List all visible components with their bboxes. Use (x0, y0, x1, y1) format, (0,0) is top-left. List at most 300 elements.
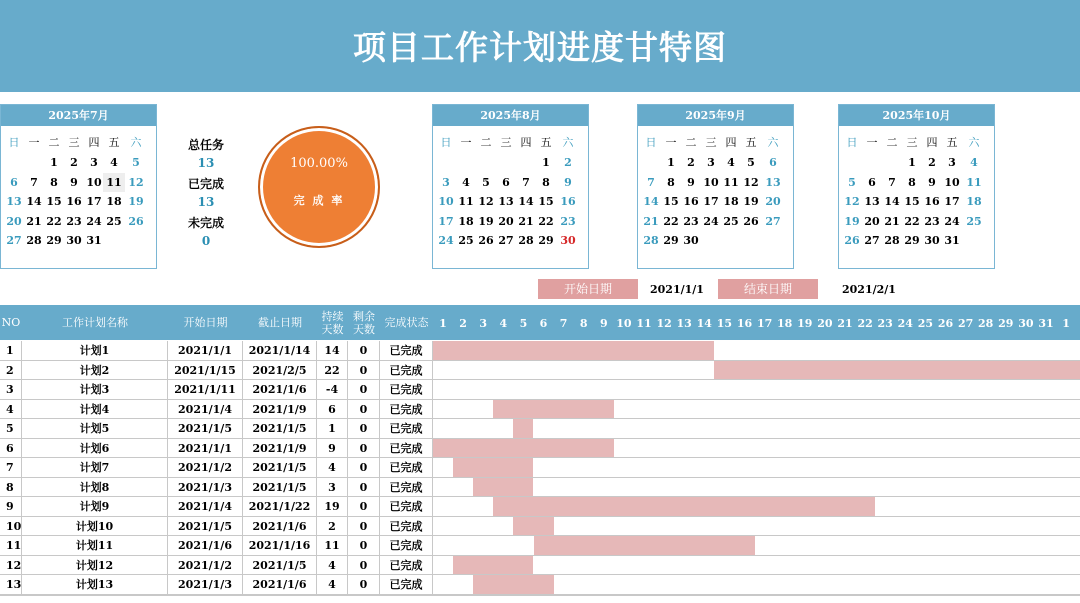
calendar-day[interactable]: 26 (743, 214, 759, 228)
calendar-day[interactable]: 30 (683, 234, 699, 247)
calendar-day[interactable]: 12 (743, 175, 759, 189)
calendar-day[interactable]: 28 (518, 234, 534, 247)
completed-label: 已完成 (187, 177, 224, 191)
calendar-day[interactable]: 16 (924, 195, 940, 208)
calendar-day[interactable]: 29 (538, 234, 554, 247)
calendar-day[interactable]: 15 (46, 195, 62, 208)
cell-start-date[interactable]: 2021/1/5 (168, 419, 243, 439)
cell-plan-name[interactable]: 计划7 (22, 458, 168, 478)
cell-start-date[interactable]: 2021/1/3 (168, 575, 243, 595)
gantt-bar (433, 341, 714, 360)
total-tasks-value: 13 (197, 156, 215, 170)
cell-status[interactable]: 已完成 (380, 517, 433, 537)
calendar-day[interactable]: 9 (564, 175, 572, 189)
calendar-day[interactable]: 31 (944, 234, 960, 247)
gantt-bar (473, 575, 553, 594)
calendar-day[interactable]: 21 (518, 214, 534, 228)
cell-no[interactable]: 11 (0, 536, 22, 556)
cell-no[interactable]: 10 (0, 517, 22, 537)
weekday-header: 六 (968, 136, 980, 149)
calendar-day[interactable]: 24 (86, 214, 102, 228)
cell-remaining[interactable]: 0 (348, 517, 380, 537)
cell-end-date[interactable]: 2021/1/9 (243, 439, 317, 459)
calendar-day[interactable]: 19 (128, 195, 144, 208)
day-column-header: 21 (837, 317, 853, 330)
calendar-day[interactable]: 25 (458, 234, 474, 247)
cell-remaining[interactable]: 0 (348, 361, 380, 381)
calendar-day[interactable]: 23 (683, 214, 699, 228)
calendar-day[interactable]: 10 (944, 175, 960, 189)
day-column-header: 18 (777, 317, 793, 330)
calendar-day[interactable]: 17 (86, 195, 102, 208)
calendar-day[interactable]: 16 (683, 195, 699, 208)
calendar-day[interactable]: 10 (86, 175, 102, 189)
weekday-header: 三 (68, 136, 80, 149)
cell-duration[interactable]: 11 (317, 536, 348, 556)
weekday-header: 四 (88, 136, 100, 149)
cell-no[interactable]: 6 (0, 439, 22, 459)
calendar-day[interactable]: 28 (884, 234, 900, 247)
weekday-header: 一 (28, 136, 40, 149)
cell-plan-name[interactable]: 计划12 (22, 556, 168, 576)
calendar-day[interactable]: 6 (769, 156, 777, 169)
gantt-bar (534, 536, 755, 555)
total-tasks-label: 总任务 (187, 138, 224, 152)
cell-start-date[interactable]: 2021/1/6 (168, 536, 243, 556)
day-column-header: 24 (897, 317, 913, 330)
uncompleted-label: 未完成 (187, 216, 224, 230)
calendar-day[interactable]: 29 (46, 234, 62, 247)
day-column-header: 14 (696, 317, 712, 330)
calendar-day[interactable]: 15 (538, 195, 554, 208)
weekday-header: 四 (725, 136, 737, 149)
calendar-day[interactable]: 10 (438, 195, 454, 208)
gantt-bar (453, 458, 533, 477)
calendar-day[interactable]: 18 (723, 195, 739, 208)
calendar-day[interactable]: 8 (542, 175, 550, 189)
cell-end-date[interactable]: 2021/1/22 (243, 497, 317, 517)
day-column-header: 28 (978, 317, 994, 330)
calendar-day[interactable]: 15 (904, 195, 920, 208)
calendar-day[interactable]: 11 (723, 175, 739, 189)
cell-duration[interactable]: 4 (317, 458, 348, 478)
weekday-header: 五 (108, 136, 120, 149)
weekday-header: 日 (8, 136, 20, 149)
calendar-day[interactable]: 11 (966, 175, 982, 189)
calendar-day[interactable]: 21 (26, 214, 42, 228)
calendar-day[interactable]: 26 (128, 214, 144, 228)
weekday-header: 六 (562, 136, 574, 149)
calendar-day[interactable]: 28 (643, 234, 659, 247)
calendar-day[interactable]: 12 (128, 175, 144, 189)
calendar-day[interactable]: 19 (743, 195, 759, 208)
day-column-header: 31 (1038, 317, 1054, 330)
calendar-day[interactable]: 17 (438, 214, 454, 228)
cell-status[interactable]: 已完成 (380, 400, 433, 420)
completion-rate-label: 完 成 率 (293, 194, 345, 207)
cell-start-date[interactable]: 2021/1/4 (168, 497, 243, 517)
gantt-bar (513, 517, 553, 536)
calendar-day[interactable]: 7 (522, 175, 530, 189)
cell-duration[interactable]: 19 (317, 497, 348, 517)
cell-remaining[interactable]: 0 (348, 400, 380, 420)
calendar-month (838, 104, 995, 269)
calendar-day[interactable]: 26 (478, 234, 494, 247)
cell-no[interactable]: 2 (0, 361, 22, 381)
cell-end-date[interactable]: 2021/1/5 (243, 458, 317, 478)
calendar-day[interactable]: 5 (848, 175, 856, 189)
day-column-header: 6 (539, 317, 548, 330)
completion-rate-circle (258, 126, 380, 248)
header-duration: 持续天数 (321, 309, 344, 336)
calendar-day[interactable]: 22 (46, 214, 62, 228)
weekday-header: 三 (500, 136, 512, 149)
calendar-day[interactable]: 25 (966, 214, 982, 228)
cell-status[interactable]: 已完成 (380, 380, 433, 400)
day-column-header: 7 (559, 317, 568, 330)
cell-duration[interactable]: 2 (317, 517, 348, 537)
calendar-day[interactable]: 28 (26, 234, 42, 247)
cell-remaining[interactable]: 0 (348, 419, 380, 439)
cell-start-date[interactable]: 2021/1/1 (168, 439, 243, 459)
calendar-day[interactable]: 23 (66, 214, 82, 228)
calendar-day[interactable]: 12 (844, 195, 860, 208)
weekday-header: 六 (130, 136, 142, 149)
day-column-header: 2 (459, 317, 467, 330)
weekday-header: 日 (645, 136, 657, 149)
calendar-day[interactable]: 3 (707, 156, 715, 169)
end-date-value[interactable]: 2021/2/1 (842, 283, 896, 296)
calendar-title: 2025年9月 (638, 105, 793, 126)
calendar-day[interactable]: 19 (478, 214, 494, 228)
weekday-header: 六 (767, 136, 779, 149)
cell-duration[interactable]: 1 (317, 419, 348, 439)
day-column-header: 12 (656, 317, 672, 330)
weekday-header: 日 (440, 136, 452, 149)
calendar-day[interactable]: 23 (924, 214, 940, 228)
weekday-header: 一 (866, 136, 878, 149)
cell-plan-name[interactable]: 计划11 (22, 536, 168, 556)
header-status: 完成状态 (384, 316, 429, 329)
cell-start-date[interactable]: 2021/1/4 (168, 400, 243, 420)
cell-start-date[interactable]: 2021/1/11 (168, 380, 243, 400)
cell-no[interactable]: 3 (0, 380, 22, 400)
cell-no[interactable]: 1 (0, 341, 22, 361)
calendar-day[interactable]: 27 (864, 234, 880, 247)
calendar-day[interactable]: 14 (518, 195, 534, 208)
calendar-day[interactable]: 27 (498, 234, 514, 247)
gantt-bar (714, 361, 1080, 380)
day-column-header: 25 (917, 317, 934, 330)
calendar-day[interactable]: 15 (663, 195, 679, 208)
calendar-day[interactable]: 27 (765, 214, 781, 228)
cell-no[interactable]: 4 (0, 400, 22, 420)
cell-status[interactable]: 已完成 (380, 341, 433, 361)
calendar-day[interactable]: 22 (538, 214, 554, 228)
cell-start-date[interactable]: 2021/1/3 (168, 478, 243, 498)
cell-end-date[interactable]: 2021/1/5 (243, 556, 317, 576)
calendar-day[interactable]: 4 (462, 175, 470, 189)
calendar-day[interactable]: 5 (482, 175, 490, 189)
calendar-day[interactable]: 14 (26, 195, 42, 208)
calendar-day[interactable]: 30 (924, 234, 940, 247)
calendar-day[interactable]: 3 (90, 156, 98, 169)
cell-start-date[interactable]: 2021/1/1 (168, 341, 243, 361)
day-column-header: 19 (797, 317, 813, 330)
gantt-bar (513, 419, 533, 438)
cell-plan-name[interactable]: 计划1 (22, 341, 168, 361)
calendar-day[interactable]: 7 (647, 175, 655, 189)
weekday-header: 四 (520, 136, 532, 149)
cell-remaining[interactable]: 0 (348, 380, 380, 400)
cell-duration[interactable]: 4 (317, 556, 348, 576)
calendar-day[interactable]: 21 (884, 214, 900, 228)
calendar-day[interactable]: 20 (498, 214, 514, 228)
day-column-header: 3 (479, 317, 488, 330)
cell-end-date[interactable]: 2021/1/14 (243, 341, 317, 361)
calendar-day[interactable]: 23 (560, 214, 576, 228)
cell-plan-name[interactable]: 计划4 (22, 400, 168, 420)
calendar-day[interactable]: 1 (50, 156, 58, 169)
calendar-day[interactable]: 30 (66, 234, 82, 247)
cell-remaining[interactable]: 0 (348, 497, 380, 517)
cell-plan-name[interactable]: 计划3 (22, 380, 168, 400)
cell-status[interactable]: 已完成 (380, 458, 433, 478)
weekday-header: 日 (846, 136, 858, 149)
calendar-day[interactable]: 4 (110, 156, 118, 169)
cell-duration[interactable]: -4 (317, 380, 348, 400)
day-column-header: 29 (998, 317, 1014, 330)
day-column-header: 1 (1062, 317, 1070, 330)
calendar-day[interactable]: 31 (86, 234, 102, 247)
header-plan-name: 工作计划名称 (62, 316, 128, 329)
calendar-day[interactable]: 11 (458, 195, 474, 208)
gantt-bar (493, 400, 614, 419)
calendar-day[interactable]: 4 (970, 156, 978, 169)
calendar-day[interactable]: 24 (438, 234, 454, 247)
calendar-day[interactable]: 13 (6, 195, 22, 208)
day-column-header: 27 (957, 317, 974, 330)
calendar-day[interactable]: 17 (703, 195, 719, 208)
calendar-month (0, 104, 157, 269)
calendar-day[interactable]: 13 (498, 195, 514, 208)
calendar-day[interactable]: 17 (944, 195, 960, 208)
cell-plan-name[interactable]: 计划9 (22, 497, 168, 517)
calendar-title: 2025年8月 (433, 105, 588, 126)
calendar-day[interactable]: 7 (888, 175, 896, 189)
cell-remaining[interactable]: 0 (348, 536, 380, 556)
cell-end-date[interactable]: 2021/1/9 (243, 400, 317, 420)
day-column-header: 16 (736, 317, 753, 330)
day-column-header: 13 (676, 317, 692, 330)
calendar-day[interactable]: 8 (667, 175, 675, 189)
calendar-day[interactable]: 1 (667, 156, 675, 169)
cell-plan-name[interactable]: 计划8 (22, 478, 168, 498)
weekday-header: 二 (48, 136, 60, 149)
weekday-header: 五 (540, 136, 552, 149)
calendar-day[interactable]: 3 (948, 156, 956, 169)
cell-remaining[interactable]: 0 (348, 341, 380, 361)
weekday-header: 五 (946, 136, 958, 149)
cell-status[interactable]: 已完成 (380, 439, 433, 459)
start-date-value[interactable]: 2021/1/1 (650, 283, 704, 296)
calendar-day[interactable]: 8 (50, 175, 58, 189)
calendar-day[interactable]: 25 (106, 214, 122, 228)
cell-end-date[interactable]: 2021/1/6 (243, 380, 317, 400)
calendar-day[interactable]: 13 (765, 175, 781, 189)
cell-no[interactable]: 13 (0, 575, 22, 595)
cell-end-date[interactable]: 2021/2/5 (243, 361, 317, 381)
calendar-day[interactable]: 11 (103, 173, 125, 192)
calendar-day[interactable]: 6 (10, 175, 18, 189)
calendar-day[interactable]: 14 (643, 195, 659, 208)
calendar-day[interactable]: 7 (30, 175, 38, 189)
calendar-day[interactable]: 2 (928, 156, 936, 169)
calendar-day[interactable]: 26 (844, 234, 860, 247)
cell-duration[interactable]: 22 (317, 361, 348, 381)
cell-no[interactable]: 9 (0, 497, 22, 517)
calendar-day[interactable]: 5 (132, 156, 140, 169)
calendar-month (432, 104, 589, 269)
calendar-day[interactable]: 9 (928, 175, 936, 189)
calendar-day[interactable]: 30 (560, 234, 576, 247)
cell-end-date[interactable]: 2021/1/6 (243, 517, 317, 537)
calendar-day[interactable]: 29 (904, 234, 920, 247)
cell-remaining[interactable]: 0 (348, 556, 380, 576)
cell-plan-name[interactable]: 计划5 (22, 419, 168, 439)
calendar-day[interactable]: 16 (66, 195, 82, 208)
calendar-day[interactable]: 18 (458, 214, 474, 228)
cell-no[interactable]: 12 (0, 556, 22, 576)
cell-duration[interactable]: 14 (317, 341, 348, 361)
start-date-label: 开始日期 (538, 279, 638, 299)
header-end-date: 截止日期 (258, 316, 302, 329)
calendar-day[interactable]: 1 (908, 156, 916, 169)
cell-duration[interactable]: 4 (317, 575, 348, 595)
cell-start-date[interactable]: 2021/1/5 (168, 517, 243, 537)
cell-duration[interactable]: 3 (317, 478, 348, 498)
cell-no[interactable]: 5 (0, 419, 22, 439)
completed-value: 13 (197, 195, 215, 209)
calendar-day[interactable]: 2 (70, 156, 78, 169)
cell-status[interactable]: 已完成 (380, 419, 433, 439)
day-column-header: 26 (937, 317, 954, 330)
calendar-day[interactable]: 24 (703, 214, 719, 228)
cell-plan-name[interactable]: 计划2 (22, 361, 168, 381)
cell-end-date[interactable]: 2021/1/6 (243, 575, 317, 595)
weekday-header: 一 (460, 136, 472, 149)
cell-remaining[interactable]: 0 (348, 575, 380, 595)
calendar-day[interactable]: 24 (944, 214, 960, 228)
calendar-day[interactable]: 27 (6, 234, 22, 247)
weekday-header: 四 (926, 136, 938, 149)
gantt-bar (473, 478, 533, 497)
calendar-day[interactable]: 12 (478, 195, 494, 208)
cell-status[interactable]: 已完成 (380, 556, 433, 576)
cell-start-date[interactable]: 2021/1/15 (168, 361, 243, 381)
cell-remaining[interactable]: 0 (348, 458, 380, 478)
page-title: 项目工作计划进度甘特图 (353, 28, 727, 67)
calendar-day[interactable]: 19 (844, 214, 860, 228)
cell-status[interactable]: 已完成 (380, 536, 433, 556)
calendar-day[interactable]: 22 (663, 214, 679, 228)
calendar-day[interactable]: 8 (908, 175, 916, 189)
cell-status[interactable]: 已完成 (380, 575, 433, 595)
gantt-bar (453, 556, 533, 575)
cell-end-date[interactable]: 2021/1/5 (243, 419, 317, 439)
header-remaining: 剩余天数 (353, 309, 375, 336)
calendar-day[interactable]: 14 (884, 195, 900, 208)
cell-end-date[interactable]: 2021/1/5 (243, 478, 317, 498)
day-column-header: 15 (716, 317, 733, 330)
day-column-header: 11 (636, 317, 652, 330)
cell-remaining[interactable]: 0 (348, 439, 380, 459)
calendar-day[interactable]: 2 (564, 156, 572, 169)
cell-start-date[interactable]: 2021/1/2 (168, 556, 243, 576)
cell-plan-name[interactable]: 计划10 (22, 517, 168, 537)
cell-plan-name[interactable]: 计划13 (22, 575, 168, 595)
calendar-day[interactable]: 13 (864, 195, 880, 208)
calendar-day[interactable]: 3 (442, 175, 450, 189)
calendar-day[interactable]: 18 (106, 195, 122, 208)
calendar-day[interactable]: 20 (6, 214, 22, 228)
calendar-day[interactable]: 18 (966, 195, 982, 208)
calendar-day[interactable]: 21 (643, 214, 659, 228)
weekday-header: 五 (745, 136, 757, 149)
calendar-day[interactable]: 20 (765, 195, 781, 208)
row-divider (0, 595, 1080, 596)
calendar-day[interactable]: 9 (70, 175, 78, 189)
uncompleted-value: 0 (201, 234, 211, 248)
completion-rate-percent: 100.00% (290, 156, 348, 171)
calendar-day[interactable]: 4 (727, 156, 735, 169)
gantt-bar (433, 439, 614, 458)
cell-no[interactable]: 7 (0, 458, 22, 478)
weekday-header: 二 (480, 136, 492, 149)
cell-duration[interactable]: 6 (317, 400, 348, 420)
calendar-day[interactable]: 6 (868, 175, 876, 189)
calendar-day[interactable]: 2 (687, 156, 695, 169)
calendar-day[interactable]: 6 (502, 175, 510, 189)
cell-end-date[interactable]: 2021/1/16 (243, 536, 317, 556)
calendar-day[interactable]: 20 (864, 214, 880, 228)
cell-no[interactable]: 8 (0, 478, 22, 498)
weekday-header: 一 (665, 136, 677, 149)
cell-status[interactable]: 已完成 (380, 361, 433, 381)
cell-status[interactable]: 已完成 (380, 478, 433, 498)
day-column-header: 23 (877, 317, 893, 330)
cell-status[interactable]: 已完成 (380, 497, 433, 517)
cell-remaining[interactable]: 0 (348, 478, 380, 498)
calendar-day[interactable]: 22 (904, 214, 920, 228)
day-column-header: 4 (499, 317, 508, 330)
calendar-day[interactable]: 9 (687, 175, 695, 189)
calendar-title: 2025年7月 (1, 105, 156, 126)
calendar-day[interactable]: 16 (560, 195, 576, 208)
calendar-day[interactable]: 1 (542, 156, 550, 169)
day-column-header: 10 (616, 317, 632, 330)
calendar-day[interactable]: 10 (703, 175, 719, 189)
cell-start-date[interactable]: 2021/1/2 (168, 458, 243, 478)
cell-plan-name[interactable]: 计划6 (22, 439, 168, 459)
day-column-header: 1 (439, 317, 447, 330)
calendar-day[interactable]: 25 (723, 214, 739, 228)
calendar-day[interactable]: 29 (663, 234, 679, 247)
gantt-bar (493, 497, 875, 516)
day-column-header: 9 (599, 317, 608, 330)
cell-duration[interactable]: 9 (317, 439, 348, 459)
calendar-day[interactable]: 5 (747, 156, 755, 169)
